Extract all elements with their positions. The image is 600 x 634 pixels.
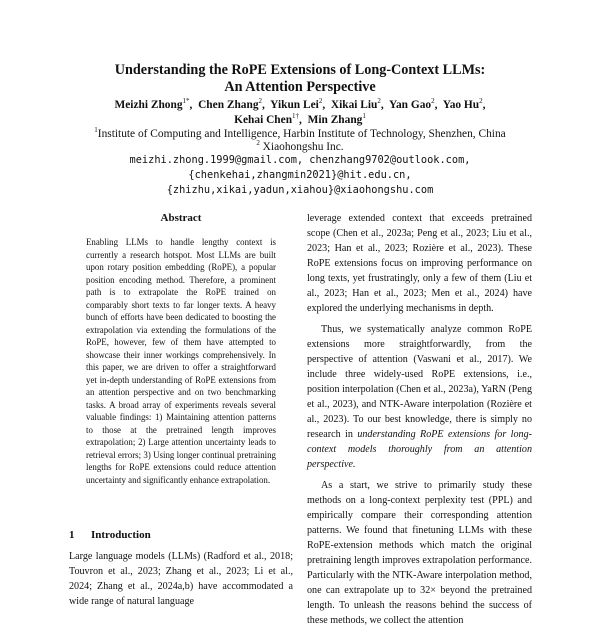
body-paragraph-3: As a start, we strive to primarily study these methods on a long-context perplexity test (PPL) and empirically compare their corresponding attention patterns. We found that finetuning LLMs with these RoPE-extension methods which match the original pretraining length improves extrapolation performance. Particularly with the NTK-Aware interpolation method, one can extrapolate up to 32× beyond the pretrained length. To unleash the reasons behind the success of these methods, we collect the attention [307,480,532,626]
abstract-heading: Abstract [160,212,202,224]
author-name: Chen Zhang [198,99,259,111]
paper-title-line-2: An Attention Perspective [224,79,376,95]
affiliation-mark: 1 [94,126,98,135]
author-mark: 2 [318,97,323,106]
author-name: Yan Gao [389,99,432,111]
body-paragraph-2-text: Thus, we systematically analyze common RoPE extensions more straightforwardly, from the perspective of attention (Vaswani et al., 2017). We include three widely-used RoPE extensions, i.e., position interpolation (Chen et al., 2023a), YaRN (Peng et al., 2023), and NTK-Aware interpolation (Rozière et al., 2023). To our best knowledge, there is simply no research in [307,324,532,440]
author-mark: 1† [292,112,300,121]
author-mark: 2 [431,97,435,106]
paper-title-line-1: Understanding the RoPE Extensions of Long-Context LLMs: [114,62,486,78]
affiliation-mark: 2 [256,139,260,148]
author-list-line-1: Meizhi Zhong$^{1*}$, Chen Zhang$^2$, Yikun Lei$^2$, Xikai Liu$^2$, Yan Gao$^2$, Yao Hu$^2$, [114,97,486,111]
author-mark: 2 [377,97,381,106]
section-heading-introduction [69,528,151,542]
author-list-line-2: Kehai Chen$^{1\dagger}$, Min Zhang$^1$ [234,112,366,126]
email-line: meizhi.zhong.1999@gmail.com, chenzhang9702@outlook.com, [129,154,471,166]
right-column-body [307,211,532,634]
body-paragraph-1: leverage extended context that exceeds pretrained scope (Chen et al., 2023a; Peng et al., 2023; Liu et al., 2023; Han et al., 2023; Rozière et al., 2023). These RoPE extensions focus on improving performance on long texts, yet frustratingly, only a few of them (Liu et al., 2023; Han et al., 2023; Men et al., 2024) have explored the underlying mechanisms in depth. [307,213,532,314]
author-mark: 1 [362,112,366,121]
author-mark: 1* [182,97,190,106]
affiliation-text: Institute of Computing and Intelligence, Harbin Institute of Technology, Shenzhen, China [97,128,506,140]
author-name: Min Zhang [307,114,363,126]
introduction-text: Large language models (LLMs) (Radford et al., 2018; Touvron et al., 2023; Zhang et al., 2023; Li et al., 2024; Zhang et al., 2024a,b) have accommodated a wide range of natural language [69,551,293,607]
abstract-body [86,236,276,486]
body-paragraph-2 [307,322,532,472]
introduction-body [69,549,293,609]
author-name: Kehai Chen [234,114,293,126]
author-name: Meizhi Zhong [114,99,183,111]
section-number: 1 [69,529,75,541]
author-mark: 2 [258,97,263,106]
author-name: Xikai Liu [330,99,378,111]
author-name: Yikun Lei [270,99,319,111]
author-mark: 2 [479,97,483,106]
email-line: {zhizhu,xikai,yadun,xiahou}@xiaohongshu.com [166,184,434,196]
affiliation-text: Xiaohongshu Inc. [262,141,344,153]
abstract-text: Enabling LLMs to handle lengthy context is currently a research hotspot. Most LLMs are built upon rotary position embedding (RoPE), a popular position encoding method. Therefore, a prominent path is to extrapolate the RoPE trained on comparably short texts to far longer texts. A heavy bunch of efforts have been dedicated to boosting the extrapolation via extending the formulations of the RoPE, however, few of them have attempted to showcase their inner workings comprehensively. In this paper, we are driven to offer a straightforward yet in-depth understanding of RoPE extensions from an attention perspective and on two benchmarking tasks. A broad array of experiments reveals several valuable findings: 1) Maintaining attention patterns to those at the pretrained length improves extrapolation; 2) Large attention uncertainty leads to retrieval errors; 3) Using longer continual pretraining lengths for RoPE extensions could reduce attention uncertainty and significantly enhance extrapolation. [86,237,276,485]
email-line: {chenkehai,zhangmin2021}@hit.edu.cn, [188,169,412,181]
author-name: Yao Hu [442,99,480,111]
body-paragraph-2-emphasis: understanding RoPE extensions for long-context models thoroughly from an attention perspective. [307,429,532,470]
section-title: Introduction [91,529,151,541]
